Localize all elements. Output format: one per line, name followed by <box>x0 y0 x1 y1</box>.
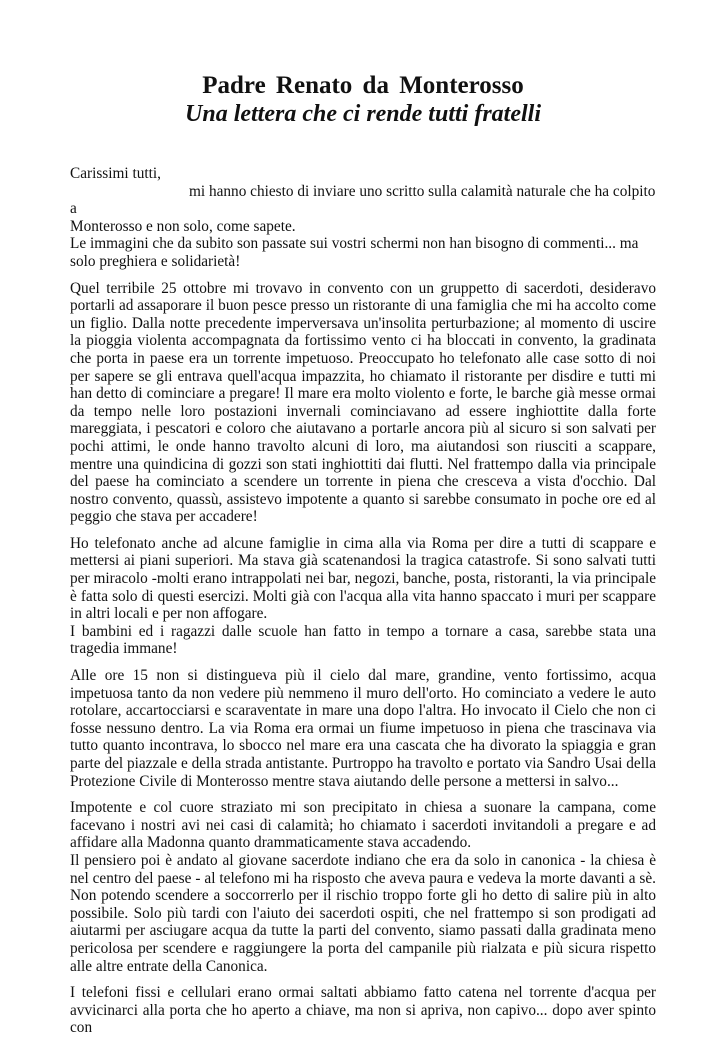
paragraph-group <box>70 799 656 975</box>
letter-paragraph: Ho telefonato anche ad alcune famiglie in cima alla via Roma per dire a tutti di scappare e mettersi ai piani superiori. Ma stava già scatenandosi la tragica catastrofe. Si sono salvati tutti per miracolo -molti erano intrappolati nei bar, negozi, banche, posta, ristoranti, la via principale è fatta solo di questi esercizi. Molti già con l'acqua alla vita hanno spaccato i muri per scappare in altri locali e per non affogare. <box>70 534 656 623</box>
letter-paragraph: Impotente e col cuore straziato mi son precipitato in chiesa a suonare la campana, come facevano i nostri avi nei casi di calamità; ho chiamato i sacerdoti invitandoli a pregare e ad affidare alla Madonna quanto drammaticamente stava accadendo. <box>70 799 656 852</box>
letter-paragraph: I bambini ed i ragazzi dalle scuole han fatto in tempo a tornare a casa, sarebbe stata una tragedia immane! <box>70 622 656 658</box>
page-title: Padre Renato da Monterosso <box>202 72 524 99</box>
intro-line: Monterosso e non solo, come sapete. <box>70 217 296 235</box>
letter-paragraph: Quel terribile 25 ottobre mi trovavo in convento con un gruppetto di sacerdoti, desideravo portarli ad assaporare il buon pesce presso un ristorante di una famiglia che mi ha accolto come un figlio. Dalla notte precedente imperversava un'insolita perturbazione; al momento di uscire la pioggia violenta accompagnata da fortissimo vento ci ha bloccati in convento, la gradinata che porta in paese era un torrente impetuoso. Preoccupato ho telefonato alle case sotto di noi per sapere se gli entrava quell'acqua impazzita, ho chiamato il ristorante per disdire e tutti mi han detto di cominciare a pregare! Il mare era molto violento e forte, le barche già messe ormai da tempo nelle loro postazioni invernali cominciavano ad essere inghiottite dalla forte mareggiata, i pescatori e coloro che aiutavano a portarle ancora più al sicuro si son salvati per pochi attimi, le onde hanno travolto alcuni di loro, ma aiutandosi son riusciti a scappare, mentre una quindicina di gozzi son stati inghiottiti dai flutti. Nel frattempo dalla via principale del paese ha cominciato a scendere un torrente in piena che cresceva a vista d'occhio. Dal nostro convento, quassù, assistevo impotente a quanto si sarebbe consumato in poche ore ed al peggio che stava per accadere! <box>70 279 656 526</box>
intro-line: mi hanno chiesto di inviare uno scritto sulla calamità naturale che ha colpito a <box>70 182 656 218</box>
page-subtitle: Una lettera che ci rende tutti fratelli <box>185 101 541 127</box>
intro-line: Le immagini che da subito son passate sui vostri schermi non han bisogno di commenti... ma solo preghiera e solidarietà! <box>70 235 639 270</box>
paragraph-gap <box>70 271 656 280</box>
paragraph-group <box>70 535 656 658</box>
letter-body <box>70 165 656 1037</box>
letter-paragraph: I telefoni fissi e cellulari erano ormai saltati abbiamo fatto catena nel torrente d'acqua per avvicinarci alla porta che ho aperto a chiave, ma non si apriva, non capivo... dopo aver spinto con <box>70 984 656 1037</box>
letter-greeting: Carissimi tutti, <box>70 165 161 182</box>
letter-paragraph: Alle ore 15 non si distingueva più il cielo dal mare, grandine, vento fortissimo, acqua impetuosa tanto da non vedere più nemmeno il muro dell'orto. Ho cominciato a vedere le auto rotolare, accartocciarsi e scaraventate in mare una dopo l'altra. Ho invocato il Cielo che non ci fosse nessuno dentro. La via Roma era ormai un fiume impetuoso in piena che trascinava via tutto quanto incontrava, lo sbocco nel mare era una cascata che ha divorato la spiaggia e gran parte del piazzale e della strada antistante. Purtroppo ha travolto e portato via Sandro Usai della Protezione Civile di Monterosso mentre stava aiutando delle persone a mettersi in salvo... <box>70 667 656 790</box>
letter-paragraph: Il pensiero poi è andato al giovane sacerdote indiano che era da solo in canonica - la chiesa è nel centro del paese - al telefono mi ha risposto che aveva paura e vedeva la morte davanti a sè. Non potendo scendere a soccorrerlo per il rischio troppo forte gli ho detto di salire più in alto possibile. Solo più tardi con l'aiuto dei sacerdoti ospiti, che nel frattempo si son prodigati ad aiutarmi per asciugare acqua da tutte la parti del convento, siamo passati dalla gradinata meno pericolosa per scendere e raggiungere la porta del campanile più rialzata e più sicura rispetto alle altre entrate della Canonica. <box>70 851 656 975</box>
letter-page <box>70 0 656 1037</box>
